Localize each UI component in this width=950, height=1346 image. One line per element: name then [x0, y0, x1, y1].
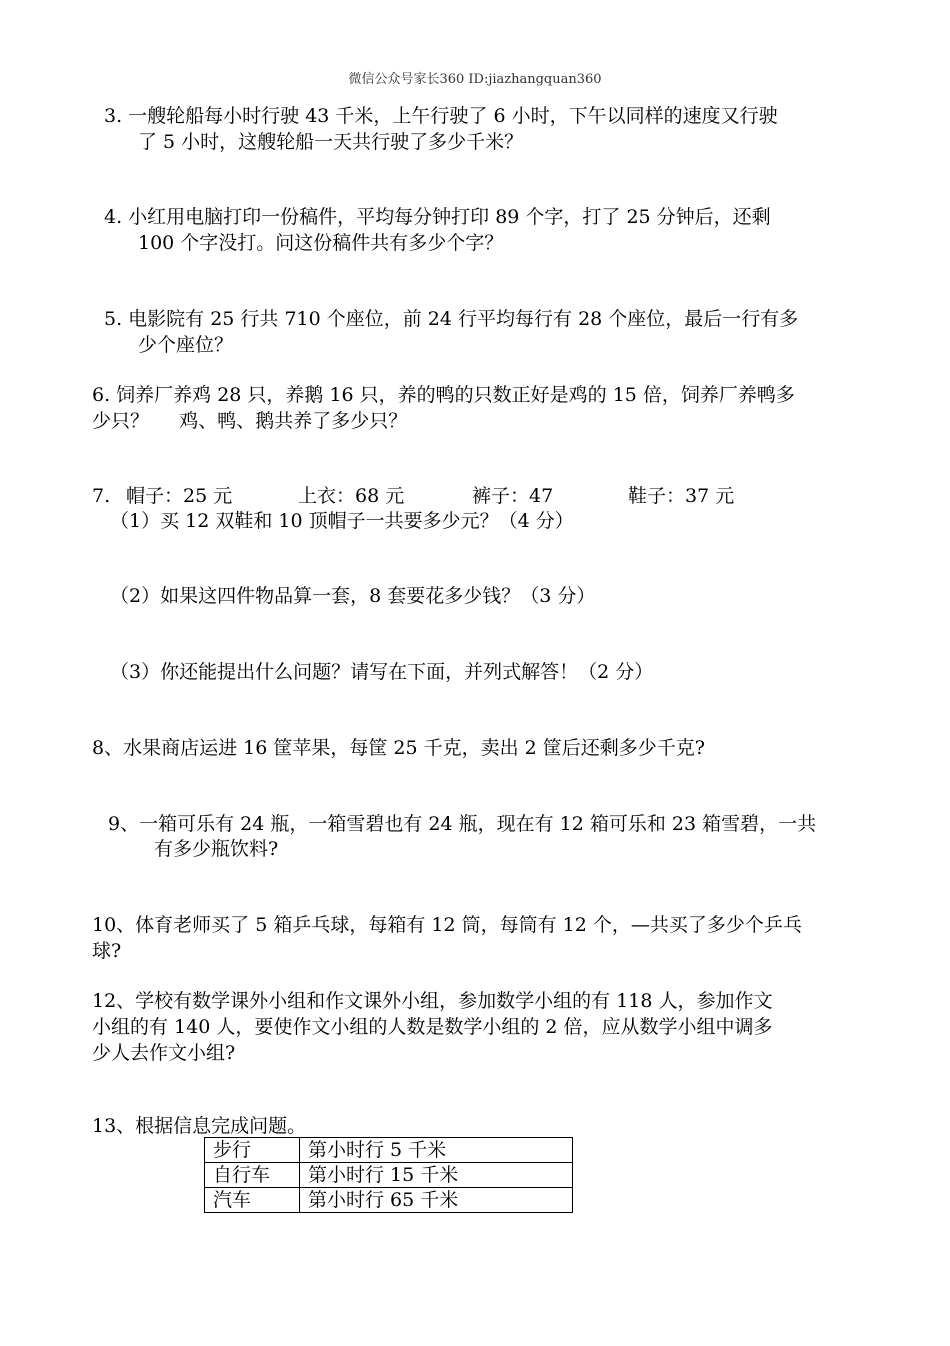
- question-5-line-1: 5. 电影院有 25 行共 710 个座位，前 24 行平均每行有 28 个座位，最后一行有多: [104, 308, 799, 330]
- question-9-line-2: 有多少瓶饮料?: [154, 838, 279, 860]
- question-8: 8、水果商店运进 16 筐苹果，每筐 25 千克，卖出 2 筐后还剩多少千克?: [92, 737, 705, 759]
- question-10-line-1: 10、体育老师买了 5 箱乒乓球，每箱有 12 筒，每筒有 12 个，—共买了多少个乒乓: [92, 914, 802, 936]
- question-7-item-jacket: 上衣：68 元: [298, 485, 405, 507]
- question-12-line-2: 小组的有 140 人，要使作文小组的人数是数学小组的 2 倍，应从数学小组中调多: [92, 1016, 773, 1038]
- question-7-item-hat: 帽子：25 元: [126, 485, 233, 507]
- question-7-item-pants: 裤子：47: [472, 485, 554, 507]
- question-7-sub-1: （1）买 12 双鞋和 10 顶帽子一共要多少元？（4 分）: [110, 510, 574, 532]
- speed-info-table: [204, 1137, 573, 1213]
- page-header: 微信公众号家长360 ID:jiazhangquan360: [348, 72, 602, 87]
- table-cell-speed: 第小时行 65 千米: [300, 1188, 573, 1213]
- table-cell-mode: 自行车: [205, 1163, 300, 1188]
- question-3-line-1: 3. 一艘轮船每小时行驶 43 千米，上午行驶了 6 小时，下午以同样的速度又行驶: [104, 105, 778, 127]
- question-4-line-2: 100 个字没打。问这份稿件共有多少个字？: [138, 232, 504, 254]
- table-cell-mode: 步行: [205, 1138, 300, 1163]
- question-7-sub-3: （3）你还能提出什么问题？请写在下面，并列式解答！（2 分）: [110, 661, 654, 683]
- table-row: [205, 1188, 573, 1213]
- question-7-item-shoes: 鞋子：37 元: [628, 485, 735, 507]
- table-row: [205, 1163, 573, 1188]
- question-10-line-2: 球?: [92, 940, 122, 962]
- question-12-line-3: 少人去作文小组?: [92, 1042, 236, 1064]
- table-cell-mode: 汽车: [205, 1188, 300, 1213]
- question-6-line-2: 少只？ 鸡、鸭、鹅共养了多少只？: [92, 410, 408, 432]
- table-cell-speed: 第小时行 15 千米: [300, 1163, 573, 1188]
- table-cell-speed: 第小时行 5 千米: [300, 1138, 573, 1163]
- question-9-line-1: 9、一箱可乐有 24 瓶，一箱雪碧也有 24 瓶，现在有 12 箱可乐和 23 箱雪碧，一共: [108, 813, 817, 835]
- table-row: [205, 1138, 573, 1163]
- question-7-number: 7.: [92, 485, 111, 507]
- question-7-sub-2: （2）如果这四件物品算一套，8 套要花多少钱？（3 分）: [110, 585, 596, 607]
- question-13-line-1: 13、根据信息完成问题。: [92, 1115, 307, 1137]
- question-5-line-2: 少个座位？: [138, 334, 234, 356]
- question-4-line-1: 4. 小红用电脑打印一份稿件，平均每分钟打印 89 个字，打了 25 分钟后，还剩: [104, 206, 771, 228]
- question-12-line-1: 12、学校有数学课外小组和作文课外小组，参加数学小组的有 118 人，参加作文: [92, 990, 773, 1012]
- question-6-line-1: 6. 饲养厂养鸡 28 只，养鹅 16 只，养的鸭的只数正好是鸡的 15 倍，饲养厂养鸭多: [92, 384, 795, 406]
- question-3-line-2: 了 5 小时，这艘轮船一天共行驶了多少千米？: [138, 131, 524, 153]
